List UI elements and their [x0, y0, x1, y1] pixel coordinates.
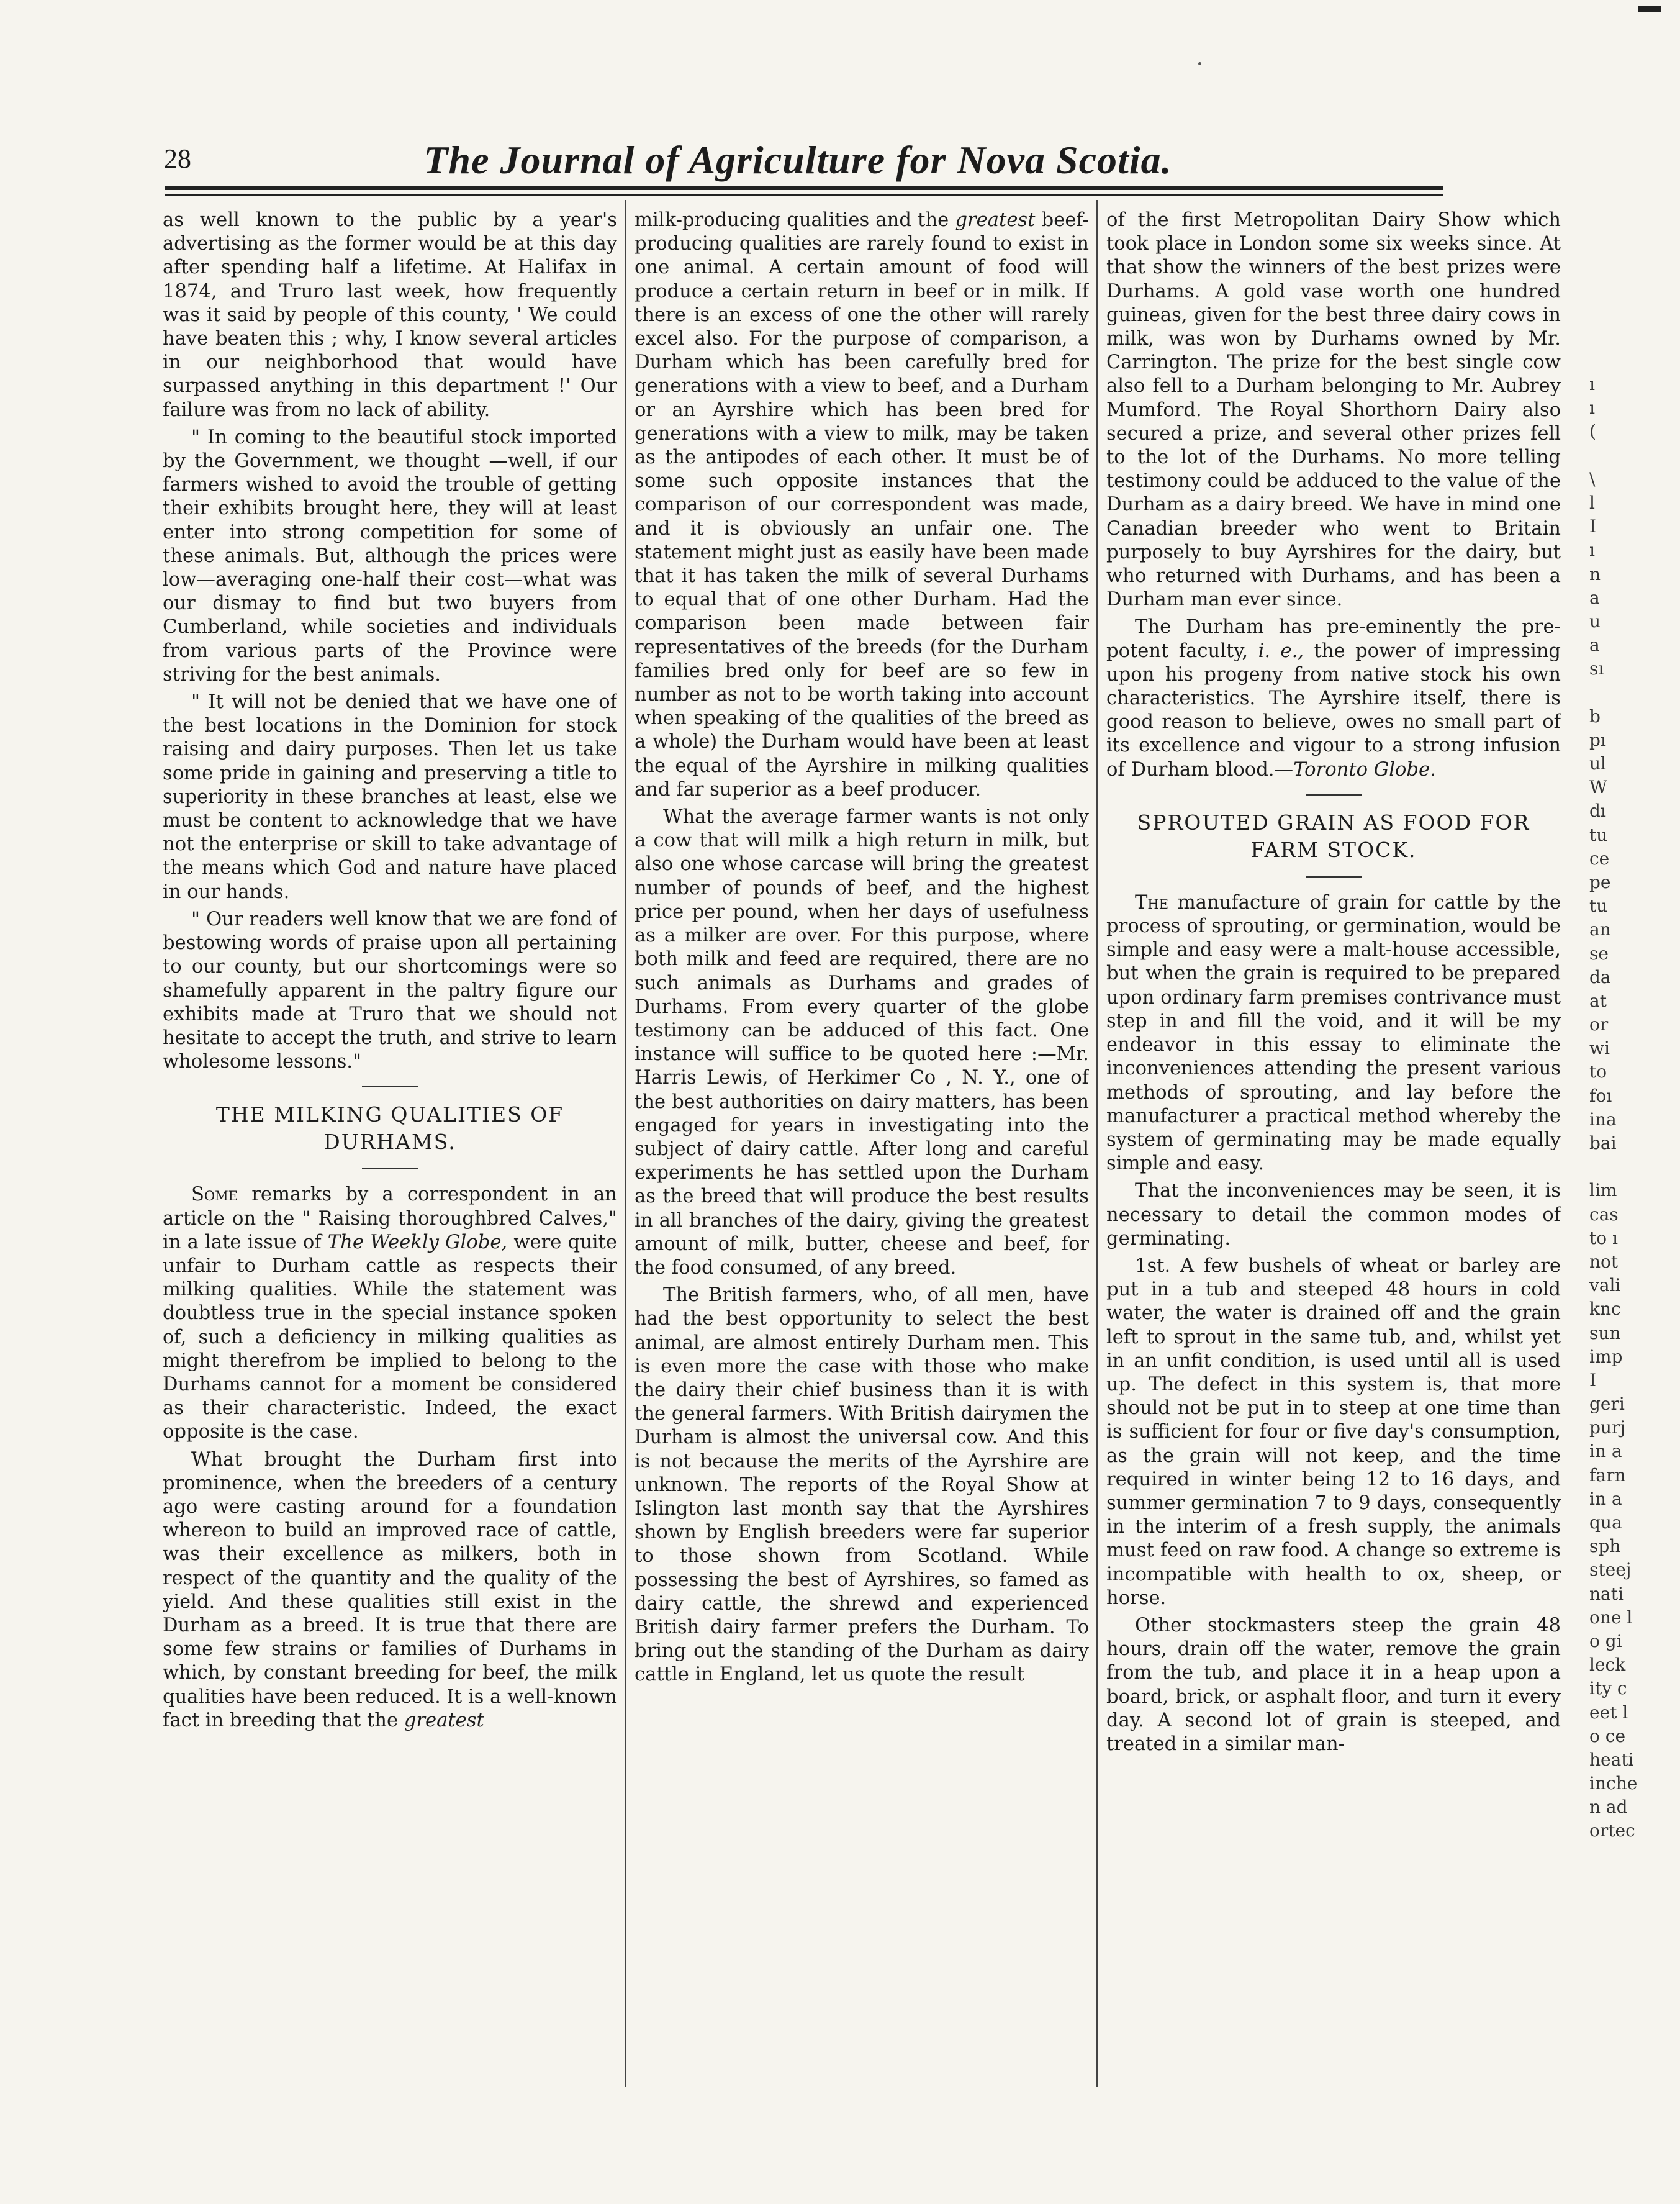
margin-fragment: an [1589, 919, 1611, 940]
column-1 [163, 209, 617, 2066]
paragraph: What brought the Durham first into prominence, when the breeders of a century ago were casting around for a foundation whereon to build an improved race of cattle, was their excellence as milkers, both in respect of the quantity and the quality of the yield. And these qualities still exist in the Durham as a breed. It is true that there are some few strains or families of Durhams in which, by constant breeding for beef, the milk qualities have been reduced. It is a well-known fact in breeding that the greatest [163, 1448, 617, 1731]
margin-fragment: in a [1589, 1441, 1622, 1462]
margin-fragment: qua [1589, 1512, 1622, 1533]
paragraph: Some remarks by a correspondent in an article on the " Raising thoroughbred Calves," in a late issue of The Weekly Globe, were quite unfair to Durham cattle as respects their milking qualities. While the statement was doubtless true in the special instance spoken of, such a deficiency in milking qualities as might therefrom be implied to belong to the Durhams cannot for a moment be considered as their characteristic. Indeed, the exact opposite is the case. [163, 1184, 617, 1443]
page-number: 28 [164, 143, 191, 174]
header-rule-thin [165, 194, 1443, 196]
paragraph: What the average farmer wants is not only a cow that will milk a high return in milk, but also one whose carcase will bring the greatest number of pounds of beef, and the highest price per pound, when her days of usefulness as a milker are over. For this purpose, where both milk and feed are required, there are no such animals as Durhams and grades of Durhams. From every quarter of the globe testimony can be adduced of this fact. One instance will suffice to be quoted here :—Mr. Harris Lewis, of Herkimer Co , N. Y., one of the best authorities on dairy matters, has been engaged for years in investigating into the subject of dairy cattle. After long and careful experiments he has settled upon the Durham as the breed that will produce the best results in all branches of the dairy, giving the greatest amount of milk, butter, cheese and beef, for the food consumed, of any breed. [635, 806, 1089, 1279]
margin-fragment: not [1589, 1251, 1619, 1272]
margin-fragment: da [1589, 966, 1611, 987]
margin-fragment: heati [1589, 1749, 1634, 1770]
margin-fragment: pe [1589, 871, 1611, 892]
column-3 [1106, 209, 1561, 2066]
margin-fragment [1589, 681, 1680, 704]
margin-fragment: I [1589, 1369, 1597, 1390]
margin-fragment: bai [1589, 1133, 1617, 1153]
margin-fragment: sun [1589, 1322, 1621, 1343]
article-headline: SPROUTED GRAIN AS FOOD FOR FARM STOCK. [1137, 810, 1530, 862]
margin-fragment: farn [1589, 1464, 1626, 1485]
margin-fragment: tu [1589, 896, 1608, 917]
margin-fragment: ı [1589, 397, 1595, 419]
paragraph: That the inconveniences may be seen, it is necessary to detail the common modes of germinating. [1106, 1180, 1561, 1249]
margin-fragment: knc [1589, 1299, 1621, 1320]
margin-fragment: nati [1589, 1583, 1624, 1604]
paragraph: as well known to the public by a year's advertising as the former would be at this day after spending half a lifetime. At Halifax in 1874, and Truro last week, how frequently was it said by people of this county, ' We could have beaten this ; why, I know several articles in our neighborhood that would have surpassed anything in this department !' Our failure was from no lack of ability. [163, 209, 617, 421]
header-rule-thick [165, 186, 1443, 190]
margin-fragment: vali [1589, 1275, 1621, 1296]
paragraph: " It will not be denied that we have one of the best locations in the Dominion for stock raising and dairy purposes. Then let us take some pride in gaining and preserving a title to superiority in these branches at least, else we must be content to acknowledge that we have not the enterprise or skill to take advantage of the means which God and nature have placed in our hands. [163, 691, 617, 903]
margin-fragment: ul [1589, 753, 1606, 774]
publication-name: The Weekly Globe, [327, 1231, 508, 1253]
margin-fragment [1589, 1155, 1680, 1179]
paragraph: " In coming to the beautiful stock imported by the Government, we thought —well, if our farmers wished to avoid the trouble of getting their exhibits brought here, they will at least enter into strong competition for some of these animals. But, although the prices were low—averaging one-half their cost—what was our dismay to find but two buyers from Cumberland, while societies and individuals from various parts of the Province were striving for the best animals. [163, 426, 617, 686]
margin-fragment: wi [1589, 1038, 1610, 1059]
margin-fragment: foı [1589, 1085, 1612, 1106]
margin-fragment: n [1589, 563, 1601, 584]
paragraph: milk-producing qualities and the greatest beef-producing qualities are rarely found to exist in one animal. A certain amount of food will produce a certain return in beef or in milk. If there is an excess of one the other will rarely excel also. For the purpose of comparison, a Durham which has been carefully bred for generations with a view to beef, and a Durham or an Ayrshire which has been bred for generations with a view to milk, may be taken as the antipodes of each other. It must be of some such opposite instances that the comparison of our correspondent was made, and it is obviously an unfair one. The statement might just as easily have been made that it has taken the milk of several Durhams to equal that of one other Durham. Had the comparison been made between fair representatives of the breeds (for the Durham families bred only for beef are so few in number as not to be worth taking into account when speaking of the qualities of the breed as a whole) the Durham would have been at least the equal of the Ayrshire in milking qualities and far superior as a beef producer. [635, 209, 1089, 800]
margin-fragment: or [1589, 1014, 1609, 1035]
margin-fragment: o gi [1589, 1630, 1622, 1651]
margin-fragment: a [1589, 635, 1600, 656]
lead-word: The [1135, 891, 1169, 914]
paragraph: The Durham has pre-eminently the pre-potent faculty, i. e., the power of impressing upon his progeny from native stock his own characteristics. The Ayrshire itself, there is good reason to believe, owes no small part of its excellence and vigour to a strong infusion of Durham blood.—Toronto Globe. [1106, 616, 1561, 781]
corner-mark [1638, 6, 1661, 12]
adjacent-page-fragments [1589, 373, 1680, 1843]
margin-fragment: W [1589, 777, 1607, 798]
margin-fragment: ina [1589, 1109, 1617, 1130]
source-credit: Toronto Globe. [1293, 758, 1436, 781]
paragraph: 1st. A few bushels of wheat or barley are put in a tub and steeped 48 hours in cold water, the water is drained off and the grain left to sprout in the same tub, and, whilst yet in an unfit condition, is used until all is used up. The defect in this system is, that more should not be put in to steep at one time than is sufficient for four or five day's consumption, as the grain will not keep, and the time required in winter being 12 to 16 days, and summer germination 7 to 9 days, consequently in the interim of a fresh supply, the animals must feed on raw food. A change so extreme is incompatible with health to ox, sheep, or horse. [1106, 1254, 1561, 1609]
paragraph: Other stockmasters steep the grain 48 hours, drain off the water, remove the grain from the tub, and place it in a heap upon a board, brick, or asphalt floor, and turn it every day. A second lot of grain is steeped, and treated in a similar man- [1106, 1614, 1561, 1755]
margin-fragment: o ce [1589, 1725, 1626, 1746]
margin-fragment [1589, 444, 1680, 468]
margin-fragment: imp [1589, 1346, 1623, 1367]
lead-word: Some [191, 1184, 238, 1206]
margin-fragment: cas [1589, 1204, 1619, 1225]
margin-fragment: one l [1589, 1607, 1633, 1628]
margin-fragment: purj [1589, 1417, 1626, 1438]
margin-fragment: se [1589, 943, 1609, 964]
margin-fragment: in a [1589, 1488, 1622, 1509]
margin-fragment: ı [1589, 540, 1595, 561]
margin-fragment: l [1589, 492, 1595, 513]
margin-fragment: n ad [1589, 1797, 1628, 1818]
ink-speck [1198, 62, 1201, 65]
margin-fragment: eet l [1589, 1702, 1628, 1723]
journal-title: The Journal of Agriculture for Nova Scotia. [423, 138, 1172, 182]
margin-fragment: ce [1589, 848, 1610, 869]
margin-fragment: leck [1589, 1654, 1626, 1676]
column-2 [635, 209, 1089, 2066]
margin-fragment: to ı [1589, 1227, 1618, 1248]
margin-fragment: ı [1589, 374, 1595, 394]
margin-fragment: \ [1589, 468, 1596, 489]
section-divider [362, 1086, 418, 1087]
paragraph: The manufacture of grain for cattle by the process of sprouting, or germination, would be simple and easy were a malt-house accessible, but when the grain is required to be prepared upon ordinary farm premises contrivance must step in and fill the void, and it will be my endeavor in this essay to eliminate the inconveniences attending the present various methods of sprouting, and lay before the manufacturer a practical method whereby the system of germinating may be made equally simple and easy. [1106, 891, 1561, 1175]
margin-fragment: at [1589, 990, 1607, 1011]
paragraph: of the first Metropolitan Dairy Show which took place in London some six weeks since. At that show the winners of the best prizes were Durhams. A gold vase worth one hundred guineas, given for the best three dairy cows in milk, was won by Durhams owned by Mr. Carrington. The prize for the best single cow also fell to a Durham belonging to Mr. Aubrey Mumford. The Royal Shorthorn Dairy also secured a prize, and several other prizes fell to the lot of the Durhams. No more telling testimony could be adduced to the value of the Durham as a dairy breed. We have in mind one Canadian breeder who went to Britain purposely to buy Ayrshires for the dairy, but who returned with Durhams, and has been a Durham man ever since. [1106, 209, 1561, 611]
paragraph: " Our readers well know that we are fond of bestowing words of praise upon all pertaining to our county, but our shortcomings were so shamefully apparent in the paltry figure our exhibits made at Truro that we should not hesitate to accept the truth, and strive to learn wholesome lessons." [163, 908, 617, 1073]
section-divider [1306, 876, 1362, 878]
margin-fragment: to [1589, 1061, 1607, 1082]
margin-fragment: steej [1589, 1559, 1632, 1580]
margin-fragment: tu [1589, 824, 1608, 845]
margin-fragment: ( [1589, 421, 1596, 442]
margin-fragment: b [1589, 705, 1601, 727]
paragraph: The British farmers, who, of all men, have had the best opportunity to select the best animal, are almost entirely Durham men. This is even more the case with those who make the dairy their chief business than it is with the general farmers. With British dairymen the Durham is almost the universal cow. And this is not because the merits of the Ayrshire are unknown. The reports of the Royal Show at Islington last month say that the Ayrshires shown by English breeders were far superior to those shown from Scotland. While possessing the best of Ayrshires, so famed as dairy cattle, the shrewd and experienced British dairy farmer prefers the Durham. To bring out the standing of the Durham as dairy cattle in England, let us quote the result [635, 1284, 1089, 1686]
margin-fragment: sı [1589, 658, 1604, 679]
page-header [155, 127, 1440, 196]
margin-fragment: u [1589, 610, 1601, 632]
margin-fragment: inche [1589, 1773, 1638, 1794]
margin-fragment: sph [1589, 1536, 1621, 1557]
section-divider [362, 1168, 418, 1169]
margin-fragment: ortec [1589, 1820, 1635, 1841]
margin-fragment: ity c [1589, 1678, 1627, 1699]
margin-fragment: a [1589, 587, 1600, 608]
margin-fragment: dı [1589, 800, 1606, 822]
margin-fragment: lim [1589, 1180, 1617, 1201]
article-headline: THE MILKING QUALITIES OF DURHAMS. [215, 1102, 564, 1154]
column-divider-1 [625, 200, 626, 2087]
section-divider [1306, 794, 1362, 796]
margin-fragment: pı [1589, 729, 1606, 750]
column-divider-2 [1096, 200, 1098, 2087]
margin-fragment: geri [1589, 1394, 1625, 1415]
margin-fragment: I [1589, 516, 1597, 537]
